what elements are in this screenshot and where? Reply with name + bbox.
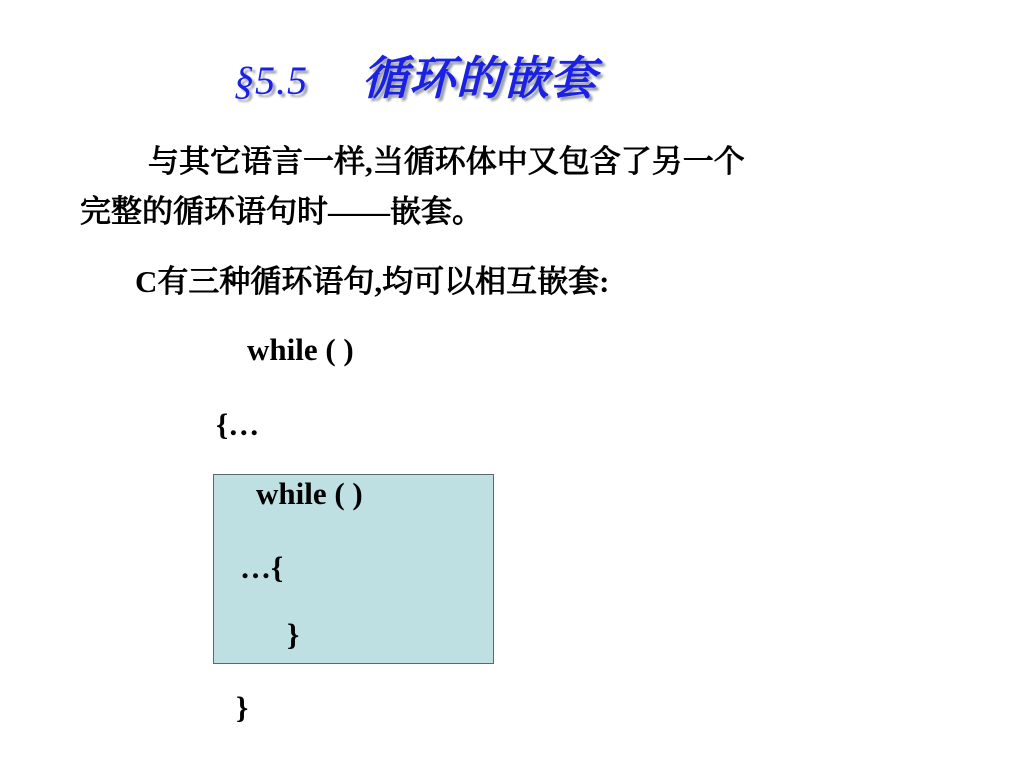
inner-while-line: while ( ) (256, 476, 363, 511)
outer-open-brace-line: {… (216, 407, 260, 442)
paragraph-1-line-2: 完整的循环语句时——嵌套。 (80, 194, 483, 229)
paragraph-1-line-1: 与其它语言一样,当循环体中又包含了另一个 (148, 144, 745, 179)
inner-open-brace-line: …{ (240, 550, 284, 585)
outer-close-brace-line: } (236, 690, 249, 725)
title-text: 循环的嵌套 (362, 53, 597, 104)
section-number: §5.5 (234, 58, 308, 103)
inner-close-brace-line: } (287, 617, 300, 652)
outer-while-line: while ( ) (247, 332, 354, 367)
slide-title (234, 42, 597, 108)
paragraph-2: C有三种循环语句,均可以相互嵌套: (135, 264, 610, 299)
